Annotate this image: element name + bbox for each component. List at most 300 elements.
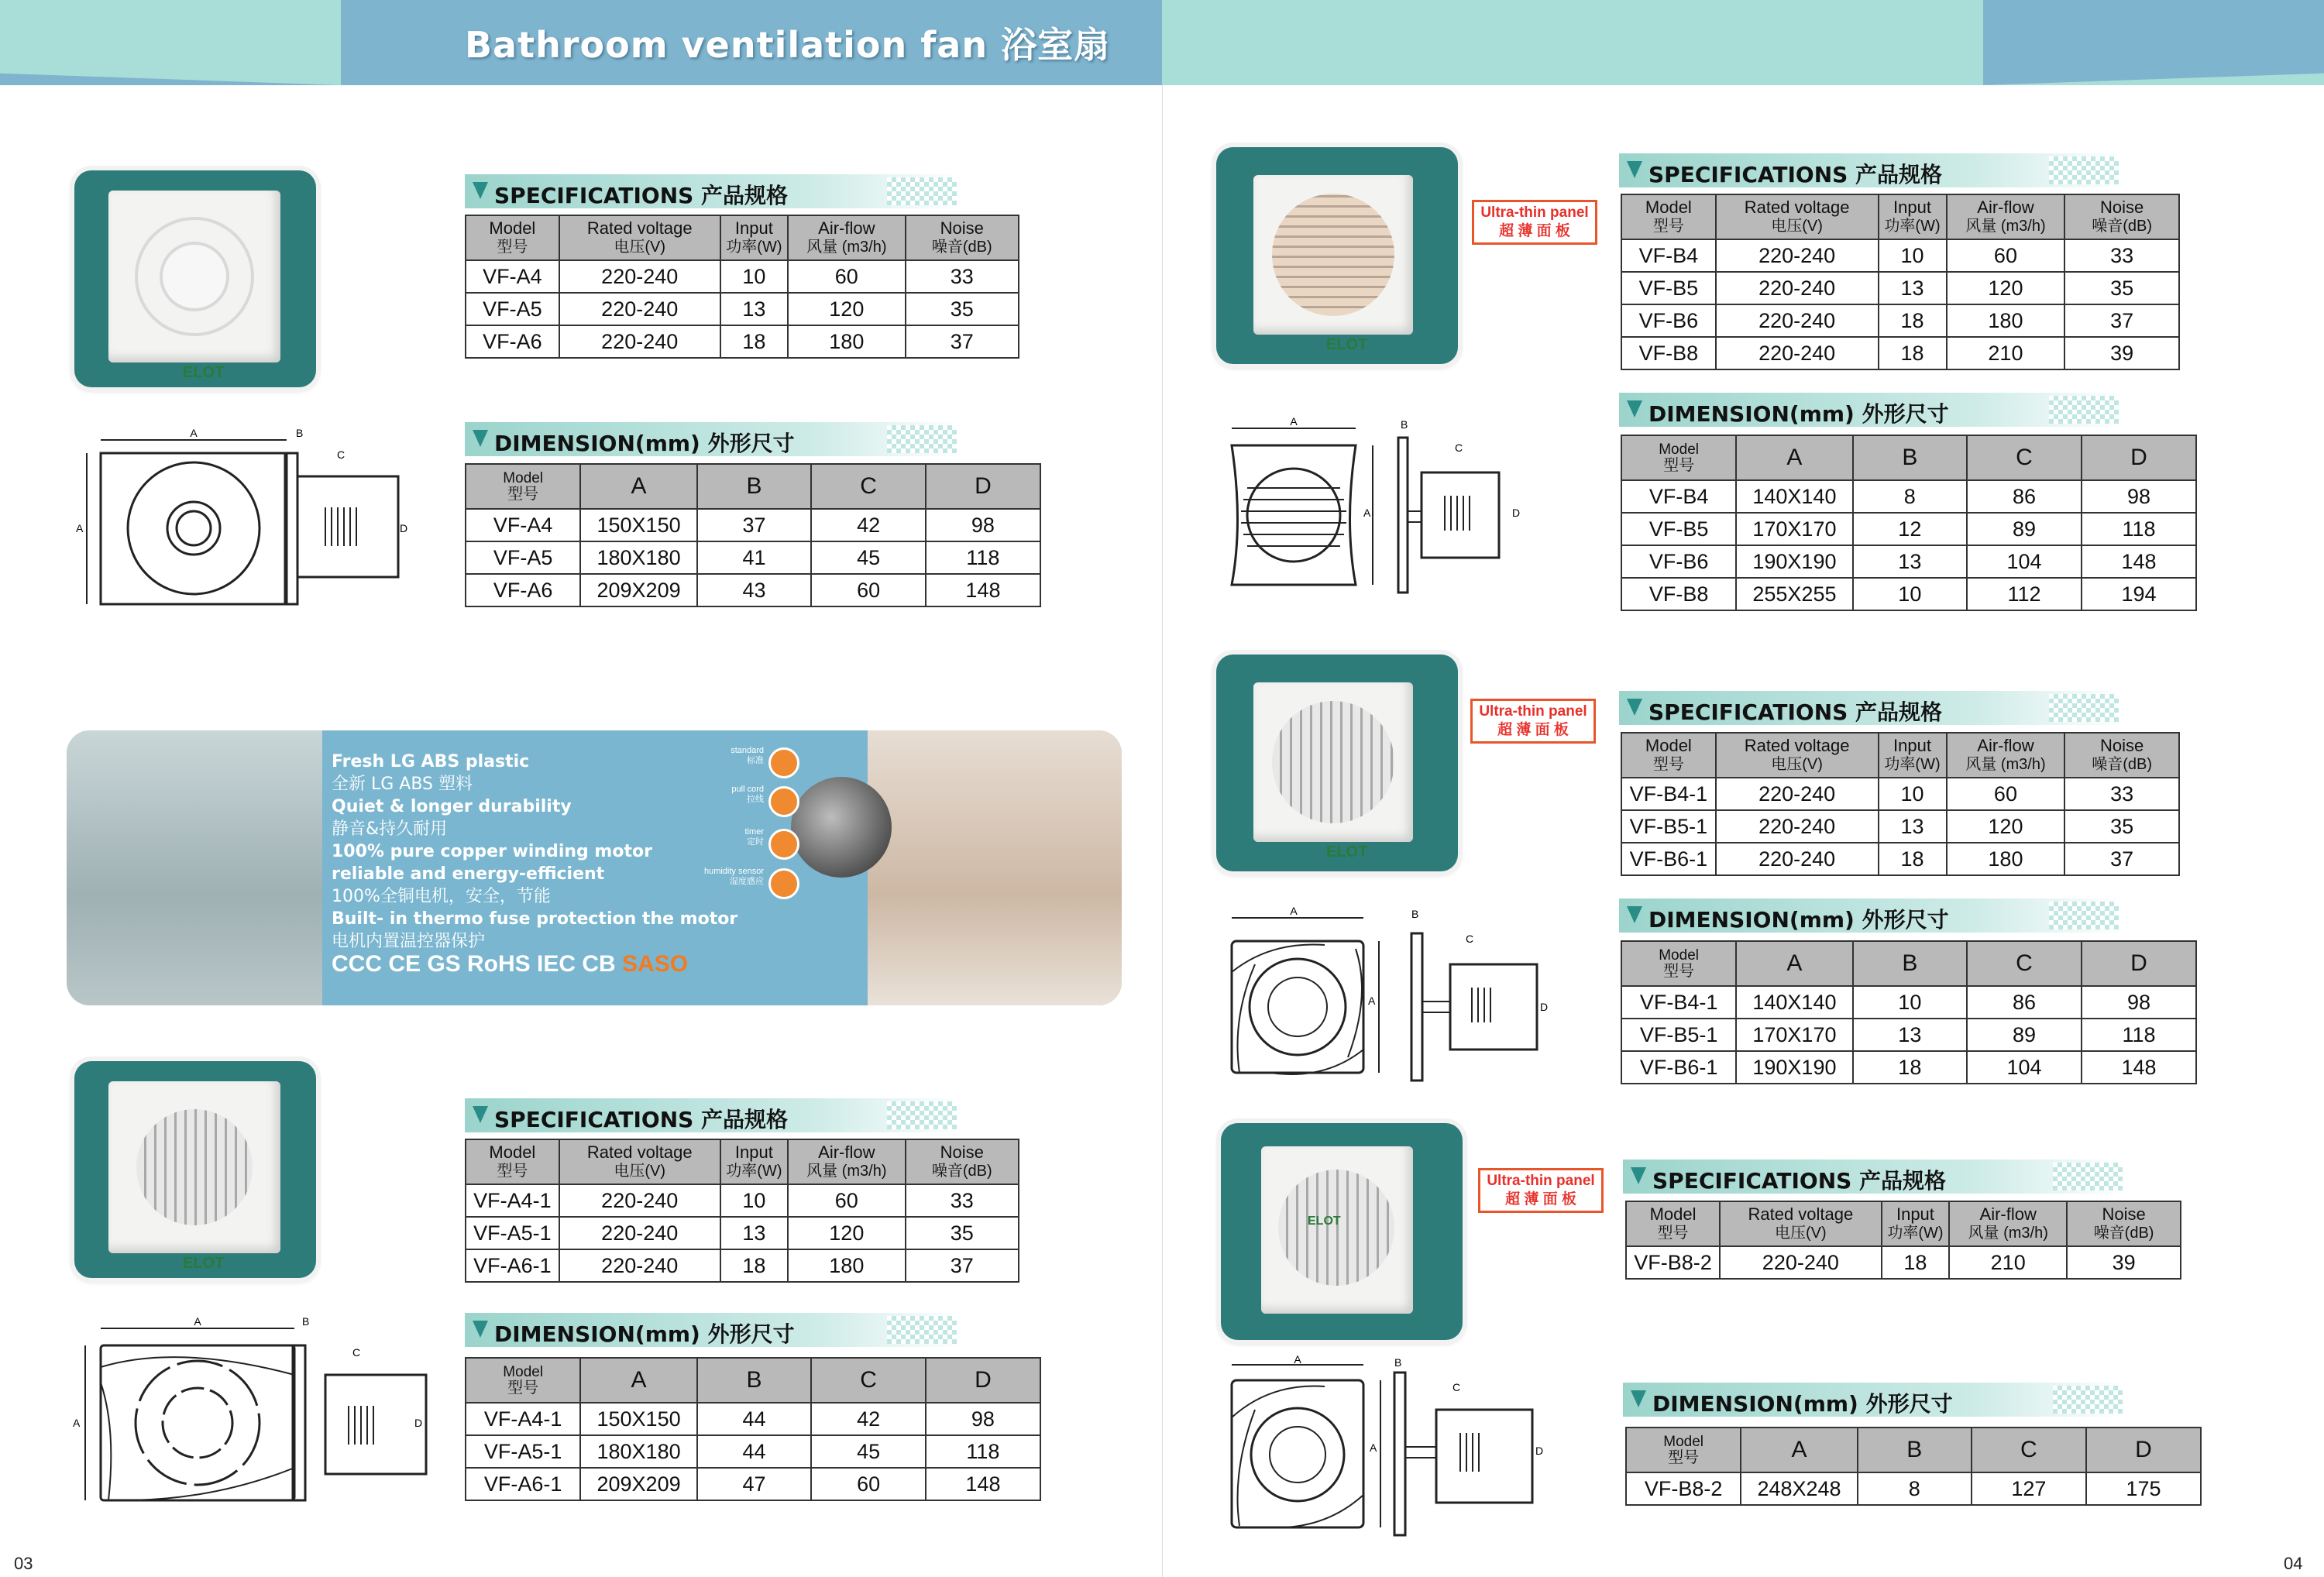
section-title-dim-a: DIMENSION(mm) 外形尺寸 bbox=[465, 422, 961, 456]
product-photo-vf-b1 bbox=[1216, 655, 1458, 871]
table-cell: 180 bbox=[1947, 843, 2065, 875]
arrow-icon bbox=[1631, 1167, 1646, 1184]
table-header-cell: A bbox=[580, 1358, 696, 1403]
table-cell: 18 bbox=[1879, 337, 1947, 369]
svg-text:A: A bbox=[73, 1417, 81, 1429]
table-cell: 118 bbox=[2082, 513, 2196, 545]
table-row bbox=[1621, 480, 2196, 513]
table-header-cell: D bbox=[2082, 941, 2196, 986]
timer-icon bbox=[768, 829, 799, 860]
table-header-cell: Model 型号 bbox=[1621, 194, 1716, 239]
table-cell: 43 bbox=[697, 574, 812, 606]
table-cell: 98 bbox=[2082, 986, 2196, 1019]
table-cell: 120 bbox=[788, 293, 906, 325]
table-cell: 10 bbox=[720, 1184, 788, 1217]
motor-feature-standard: standard 标准 bbox=[731, 746, 764, 765]
table-cell: VF-B4 bbox=[1621, 480, 1736, 513]
fan-panel bbox=[1261, 1146, 1413, 1314]
table-cell: 60 bbox=[811, 574, 926, 606]
table-cell: 18 bbox=[720, 325, 788, 358]
table-cell: VF-B5-1 bbox=[1621, 810, 1716, 843]
svg-text:A: A bbox=[1370, 1441, 1377, 1454]
feature-list: Fresh LG ABS plastic 全新 LG ABS 塑料 Quiet & longer durability 静音&持久耐用 100% pure copper winding motor reliable and energy-efficient 100%全铜电机，安全，节能 Built- in thermo fuse protection the motor 电机内置温控器保护 bbox=[332, 752, 738, 951]
checker-pattern bbox=[887, 1316, 957, 1344]
table-header-cell: C bbox=[1967, 435, 2082, 480]
table-cell: 180 bbox=[788, 1249, 906, 1282]
table-cell: 120 bbox=[1947, 810, 2065, 843]
section-title-dim-b8: DIMENSION(mm) 外形尺寸 bbox=[1623, 1383, 2126, 1417]
table-header-cell: D bbox=[2082, 435, 2196, 480]
table-cell: VF-A5-1 bbox=[466, 1217, 559, 1249]
table-cell: 18 bbox=[1882, 1246, 1950, 1279]
table-header-cell: C bbox=[1967, 941, 2082, 986]
table-cell: 41 bbox=[697, 541, 812, 574]
table-cell: VF-A6 bbox=[466, 325, 559, 358]
table-header-cell: Model 型号 bbox=[466, 1139, 559, 1184]
section-title-spec-b8: SPECIFICATIONS 产品规格 bbox=[1623, 1160, 2126, 1194]
table-header-cell: A bbox=[1736, 941, 1852, 986]
motor-image bbox=[791, 777, 892, 878]
checker-pattern bbox=[2049, 156, 2119, 184]
table-cell: 37 bbox=[906, 325, 1019, 358]
table-row bbox=[1621, 545, 2196, 578]
arrow-icon bbox=[1631, 1390, 1646, 1407]
svg-text:A: A bbox=[190, 427, 198, 439]
table-header-cell: Rated voltage 电压(V) bbox=[1720, 1201, 1882, 1246]
table-row bbox=[466, 1249, 1019, 1282]
table-cell: 13 bbox=[1879, 272, 1947, 304]
table-row bbox=[466, 509, 1040, 541]
table-cell: 10 bbox=[1853, 986, 1967, 1019]
svg-text:B: B bbox=[1401, 418, 1408, 431]
svg-text:D: D bbox=[400, 522, 408, 534]
table-header-cell: Input 功率(W) bbox=[1879, 733, 1947, 778]
table-cell: 220-240 bbox=[1716, 843, 1879, 875]
table-header-cell: Input 功率(W) bbox=[720, 215, 788, 260]
table-cell: 140X140 bbox=[1736, 480, 1852, 513]
table-cell: 170X170 bbox=[1736, 1019, 1852, 1051]
table-row bbox=[466, 325, 1019, 358]
table-header-cell: Model 型号 bbox=[1626, 1201, 1720, 1246]
svg-text:A: A bbox=[1290, 905, 1298, 917]
table-cell: 148 bbox=[2082, 545, 2196, 578]
table-header-cell: C bbox=[811, 464, 926, 509]
page-number-left: 03 bbox=[14, 1554, 33, 1573]
table-cell: 210 bbox=[1947, 337, 2065, 369]
table-cell: 39 bbox=[2064, 337, 2179, 369]
table-row bbox=[1621, 513, 2196, 545]
svg-text:A: A bbox=[1363, 507, 1371, 519]
table-cell: 98 bbox=[926, 509, 1040, 541]
table-cell: 98 bbox=[2082, 480, 2196, 513]
table-cell: 210 bbox=[1949, 1246, 2067, 1279]
svg-text:D: D bbox=[414, 1417, 423, 1429]
table-header-cell: Model 型号 bbox=[1621, 941, 1736, 986]
humidity-sensor-icon bbox=[768, 868, 799, 899]
table-cell: 33 bbox=[906, 1184, 1019, 1217]
table-cell: 35 bbox=[2064, 272, 2179, 304]
table-cell: VF-B5-1 bbox=[1621, 1019, 1736, 1051]
arrow-icon bbox=[1627, 161, 1642, 178]
table-cell: 220-240 bbox=[559, 260, 720, 293]
product-photo-vf-b bbox=[1216, 147, 1458, 364]
table-cell: VF-A6 bbox=[466, 574, 580, 606]
table-cell: 45 bbox=[811, 541, 926, 574]
page-title: Bathroom ventilation fan 浴室扇 bbox=[465, 24, 1111, 66]
table-cell: 13 bbox=[1853, 1019, 1967, 1051]
table-cell: 150X150 bbox=[580, 1403, 696, 1435]
spec-table-vf-a bbox=[465, 215, 1019, 359]
table-header-cell: C bbox=[1972, 1428, 2086, 1472]
fan-panel bbox=[108, 191, 280, 362]
header-tab-left bbox=[0, 0, 341, 85]
table-cell: 45 bbox=[811, 1435, 926, 1468]
brand-logo: ELOT bbox=[1326, 843, 1368, 861]
table-cell: 12 bbox=[1853, 513, 1967, 545]
table-cell: VF-B6 bbox=[1621, 545, 1736, 578]
section-title-spec-b1: SPECIFICATIONS 产品规格 bbox=[1619, 691, 2123, 725]
feature-banner bbox=[67, 730, 1122, 1005]
table-row bbox=[1621, 810, 2179, 843]
table-header-cell: Rated voltage 电压(V) bbox=[559, 215, 720, 260]
svg-text:C: C bbox=[337, 448, 346, 461]
table-header-cell: B bbox=[1858, 1428, 1972, 1472]
table-header-cell: Model 型号 bbox=[1621, 435, 1736, 480]
table-header-cell: Rated voltage 电压(V) bbox=[1716, 733, 1879, 778]
svg-text:B: B bbox=[1394, 1356, 1402, 1369]
table-cell: 120 bbox=[788, 1217, 906, 1249]
table-header-cell: B bbox=[1853, 941, 1967, 986]
table-cell: VF-A4-1 bbox=[466, 1184, 559, 1217]
table-cell: 118 bbox=[2082, 1019, 2196, 1051]
table-cell: 220-240 bbox=[559, 325, 720, 358]
table-header-cell: Air-flow 风量 (m3/h) bbox=[788, 215, 906, 260]
table-row bbox=[1621, 304, 2179, 337]
table-row bbox=[1621, 272, 2179, 304]
table-header-cell: Model 型号 bbox=[1621, 733, 1716, 778]
spec-table-vf-b8 bbox=[1625, 1201, 2181, 1280]
svg-text:D: D bbox=[1535, 1445, 1544, 1457]
table-cell: 8 bbox=[1853, 480, 1967, 513]
table-cell: 148 bbox=[2082, 1051, 2196, 1084]
fan-panel bbox=[1253, 682, 1413, 842]
dim-table-vf-b8 bbox=[1625, 1427, 2202, 1506]
svg-text:A: A bbox=[1290, 415, 1298, 428]
table-header-cell: Noise 噪音(dB) bbox=[2064, 733, 2179, 778]
table-row bbox=[466, 293, 1019, 325]
table-cell: 10 bbox=[1853, 578, 1967, 610]
table-cell: 86 bbox=[1967, 986, 2082, 1019]
table-cell: 104 bbox=[1967, 1051, 2082, 1084]
checker-pattern bbox=[2053, 1163, 2123, 1190]
table-cell: VF-A4 bbox=[466, 509, 580, 541]
table-cell: 10 bbox=[1879, 778, 1947, 810]
table-header-cell: C bbox=[811, 1358, 926, 1403]
table-cell: 13 bbox=[720, 293, 788, 325]
table-header-cell: D bbox=[926, 464, 1040, 509]
section-title-spec-b: SPECIFICATIONS 产品规格 bbox=[1619, 153, 2123, 187]
dimension-diagram-vf-b8 bbox=[1208, 1355, 1565, 1541]
page-divider bbox=[1162, 85, 1163, 1577]
table-row bbox=[466, 1468, 1040, 1500]
table-cell: 190X190 bbox=[1736, 1051, 1852, 1084]
checker-pattern bbox=[887, 177, 957, 205]
table-header-cell: A bbox=[580, 464, 696, 509]
table-row bbox=[466, 1184, 1019, 1217]
table-row bbox=[1621, 578, 2196, 610]
table-cell: 220-240 bbox=[559, 1184, 720, 1217]
motor-feature-timer: timer 定时 bbox=[744, 827, 764, 847]
arrow-icon bbox=[473, 182, 488, 199]
table-header-cell: A bbox=[1736, 435, 1852, 480]
table-cell: 220-240 bbox=[1716, 304, 1879, 337]
table-cell: VF-B4-1 bbox=[1621, 986, 1736, 1019]
brand-logo: ELOT bbox=[183, 364, 225, 381]
table-header-cell: Air-flow 风量 (m3/h) bbox=[1947, 194, 2065, 239]
section-title-spec-a: SPECIFICATIONS 产品规格 bbox=[465, 174, 961, 208]
table-cell: 13 bbox=[720, 1217, 788, 1249]
table-cell: VF-B8-2 bbox=[1626, 1246, 1720, 1279]
table-cell: 60 bbox=[811, 1468, 926, 1500]
table-header-cell: Air-flow 风量 (m3/h) bbox=[1949, 1201, 2067, 1246]
page-number-right: 04 bbox=[2284, 1554, 2303, 1573]
table-cell: 35 bbox=[2064, 810, 2179, 843]
table-header-cell: Input 功率(W) bbox=[1882, 1201, 1950, 1246]
table-cell: VF-A5 bbox=[466, 541, 580, 574]
table-cell: 8 bbox=[1858, 1472, 1972, 1505]
svg-text:A: A bbox=[1368, 995, 1376, 1007]
svg-text:D: D bbox=[1540, 1001, 1549, 1013]
motor-feature-humidity: humidity sensor 湿度感应 bbox=[703, 867, 764, 886]
table-header-cell: Rated voltage 电压(V) bbox=[559, 1139, 720, 1184]
table-cell: 220-240 bbox=[559, 293, 720, 325]
table-cell: 170X170 bbox=[1736, 513, 1852, 545]
checker-pattern bbox=[2049, 694, 2119, 722]
standard-icon bbox=[768, 747, 799, 778]
dim-table-vf-a1 bbox=[465, 1357, 1041, 1501]
table-row bbox=[1621, 778, 2179, 810]
checker-pattern bbox=[887, 425, 957, 453]
table-cell: 37 bbox=[2064, 843, 2179, 875]
table-cell: 33 bbox=[2064, 239, 2179, 272]
svg-text:A: A bbox=[194, 1315, 201, 1328]
brand-logo: ELOT bbox=[1326, 336, 1368, 353]
table-header-cell: Model 型号 bbox=[466, 1358, 580, 1403]
dim-table-vf-b1 bbox=[1621, 940, 2197, 1084]
table-cell: 194 bbox=[2082, 578, 2196, 610]
dim-table-vf-a bbox=[465, 463, 1041, 607]
table-cell: 220-240 bbox=[1720, 1246, 1882, 1279]
table-cell: 60 bbox=[1947, 778, 2065, 810]
product-photo-vf-a1 bbox=[74, 1061, 316, 1278]
arrow-icon bbox=[1627, 400, 1642, 417]
table-cell: 18 bbox=[720, 1249, 788, 1282]
certification-logos: CCC CE GS RoHS IEC CB SASO bbox=[332, 951, 689, 977]
table-row bbox=[1621, 337, 2179, 369]
fan-grille-icon bbox=[1272, 701, 1394, 823]
table-cell: 33 bbox=[2064, 778, 2179, 810]
table-cell: VF-B8 bbox=[1621, 578, 1736, 610]
table-cell: 220-240 bbox=[559, 1249, 720, 1282]
table-header-cell: A bbox=[1741, 1428, 1857, 1472]
table-cell: 35 bbox=[906, 293, 1019, 325]
livingroom-photo bbox=[868, 730, 1122, 1005]
table-cell: 220-240 bbox=[1716, 337, 1879, 369]
table-header-cell: Air-flow 风量 (m3/h) bbox=[1947, 733, 2065, 778]
table-cell: 190X190 bbox=[1736, 545, 1852, 578]
table-header-cell: Noise 噪音(dB) bbox=[906, 215, 1019, 260]
table-header-cell: Air-flow 风量 (m3/h) bbox=[788, 1139, 906, 1184]
motor-feature-pullcord: pull cord 拉线 bbox=[731, 785, 764, 804]
table-header-cell: Model 型号 bbox=[1626, 1428, 1741, 1472]
table-cell: 118 bbox=[926, 541, 1040, 574]
arrow-icon bbox=[473, 1321, 488, 1338]
dimension-diagram-vf-a bbox=[70, 426, 426, 612]
table-cell: VF-A5 bbox=[466, 293, 559, 325]
spec-table-vf-a1 bbox=[465, 1139, 1019, 1283]
checker-pattern bbox=[2049, 902, 2119, 929]
spec-table-vf-b1 bbox=[1621, 732, 2180, 876]
table-row bbox=[1626, 1246, 2181, 1279]
table-cell: 148 bbox=[926, 1468, 1040, 1500]
table-cell: VF-B6 bbox=[1621, 304, 1716, 337]
table-header-cell: B bbox=[697, 464, 812, 509]
table-cell: 220-240 bbox=[559, 1217, 720, 1249]
dimension-diagram-vf-b1 bbox=[1208, 902, 1565, 1088]
table-cell: 248X248 bbox=[1741, 1472, 1857, 1505]
table-cell: 60 bbox=[788, 260, 906, 293]
checker-pattern bbox=[2049, 396, 2119, 424]
table-cell: 37 bbox=[2064, 304, 2179, 337]
table-cell: 180X180 bbox=[580, 541, 696, 574]
section-title-dim-b1: DIMENSION(mm) 外形尺寸 bbox=[1619, 898, 2123, 933]
table-cell: 98 bbox=[926, 1403, 1040, 1435]
table-cell: VF-B5 bbox=[1621, 513, 1736, 545]
ultra-thin-callout: Ultra-thin panel 超 薄 面 板 bbox=[1472, 200, 1597, 245]
dim-table-vf-b bbox=[1621, 435, 2197, 611]
brand-logo: ELOT bbox=[183, 1255, 225, 1272]
checker-pattern bbox=[887, 1101, 957, 1129]
table-header-cell: B bbox=[697, 1358, 812, 1403]
table-header-cell: D bbox=[926, 1358, 1040, 1403]
header-tab-right bbox=[1983, 0, 2324, 85]
svg-text:C: C bbox=[1455, 441, 1463, 454]
table-cell: 220-240 bbox=[1716, 239, 1879, 272]
table-cell: VF-B6-1 bbox=[1621, 1051, 1736, 1084]
table-header-cell: Noise 噪音(dB) bbox=[906, 1139, 1019, 1184]
table-cell: 60 bbox=[1947, 239, 2065, 272]
section-title-dim-b: DIMENSION(mm) 外形尺寸 bbox=[1619, 393, 2123, 427]
table-cell: 18 bbox=[1879, 304, 1947, 337]
brand-logo: ELOT bbox=[1308, 1215, 1341, 1228]
table-row bbox=[466, 541, 1040, 574]
table-cell: VF-B4 bbox=[1621, 239, 1716, 272]
svg-text:C: C bbox=[1466, 933, 1474, 945]
table-cell: 255X255 bbox=[1736, 578, 1852, 610]
dimension-diagram-vf-a1 bbox=[62, 1313, 434, 1507]
table-cell: VF-B4-1 bbox=[1621, 778, 1716, 810]
table-cell: VF-A6-1 bbox=[466, 1468, 580, 1500]
pull-cord-icon bbox=[768, 786, 799, 817]
table-row bbox=[466, 1403, 1040, 1435]
table-cell: 209X209 bbox=[580, 1468, 696, 1500]
table-cell: 118 bbox=[926, 1435, 1040, 1468]
table-cell: 150X150 bbox=[580, 509, 696, 541]
fan-panel bbox=[1253, 175, 1413, 335]
table-cell: 120 bbox=[1947, 272, 2065, 304]
table-cell: 44 bbox=[697, 1435, 812, 1468]
table-row bbox=[1621, 986, 2196, 1019]
checker-pattern bbox=[2053, 1386, 2123, 1414]
table-cell: 42 bbox=[811, 1403, 926, 1435]
table-cell: VF-B8 bbox=[1621, 337, 1716, 369]
table-cell: 220-240 bbox=[1716, 810, 1879, 843]
table-cell: 18 bbox=[1879, 843, 1947, 875]
table-header-cell: Input 功率(W) bbox=[1879, 194, 1947, 239]
table-cell: 180X180 bbox=[580, 1435, 696, 1468]
table-cell: 89 bbox=[1967, 1019, 2082, 1051]
product-photo-vf-b8 bbox=[1221, 1123, 1463, 1340]
arrow-icon bbox=[473, 1106, 488, 1123]
ultra-thin-callout: Ultra-thin panel 超 薄 面 板 bbox=[1478, 1168, 1604, 1213]
dimension-diagram-vf-b bbox=[1208, 414, 1565, 600]
table-cell: 180 bbox=[1947, 304, 2065, 337]
table-row bbox=[466, 574, 1040, 606]
table-cell: 89 bbox=[1967, 513, 2082, 545]
table-cell: VF-A4-1 bbox=[466, 1403, 580, 1435]
table-cell: 220-240 bbox=[1716, 272, 1879, 304]
table-cell: 39 bbox=[2067, 1246, 2181, 1279]
table-row bbox=[1626, 1472, 2201, 1505]
table-cell: 209X209 bbox=[580, 574, 696, 606]
table-cell: VF-A6-1 bbox=[466, 1249, 559, 1282]
product-photo-vf-a bbox=[74, 170, 316, 387]
table-cell: VF-B6-1 bbox=[1621, 843, 1716, 875]
svg-text:D: D bbox=[1512, 507, 1521, 519]
table-cell: 220-240 bbox=[1716, 778, 1879, 810]
table-row bbox=[1621, 239, 2179, 272]
table-cell: 10 bbox=[720, 260, 788, 293]
ultra-thin-callout: Ultra-thin panel 超 薄 面 板 bbox=[1470, 699, 1596, 744]
table-cell: 140X140 bbox=[1736, 986, 1852, 1019]
svg-text:C: C bbox=[352, 1346, 361, 1359]
table-cell: 60 bbox=[788, 1184, 906, 1217]
table-cell: 47 bbox=[697, 1468, 812, 1500]
table-cell: 112 bbox=[1967, 578, 2082, 610]
spec-table-vf-b bbox=[1621, 194, 2180, 370]
table-row bbox=[1621, 1019, 2196, 1051]
table-cell: 37 bbox=[697, 509, 812, 541]
table-cell: VF-B8-2 bbox=[1626, 1472, 1741, 1505]
table-row bbox=[466, 260, 1019, 293]
table-cell: 33 bbox=[906, 260, 1019, 293]
table-header-cell: D bbox=[2086, 1428, 2201, 1472]
table-header-cell: Noise 噪音(dB) bbox=[2067, 1201, 2181, 1246]
table-header-cell: B bbox=[1853, 435, 1967, 480]
svg-text:A: A bbox=[1294, 1355, 1301, 1366]
table-cell: 127 bbox=[1972, 1472, 2086, 1505]
table-cell: 180 bbox=[788, 325, 906, 358]
table-cell: 35 bbox=[906, 1217, 1019, 1249]
fan-hub-icon bbox=[160, 242, 229, 311]
arrow-icon bbox=[1627, 699, 1642, 716]
table-cell: 175 bbox=[2086, 1472, 2201, 1505]
section-title-spec-a1: SPECIFICATIONS 产品规格 bbox=[465, 1098, 961, 1132]
fan-grille-icon bbox=[1272, 194, 1394, 316]
table-cell: 10 bbox=[1879, 239, 1947, 272]
table-header-cell: Rated voltage 电压(V) bbox=[1716, 194, 1879, 239]
table-header-cell: Model 型号 bbox=[466, 464, 580, 509]
